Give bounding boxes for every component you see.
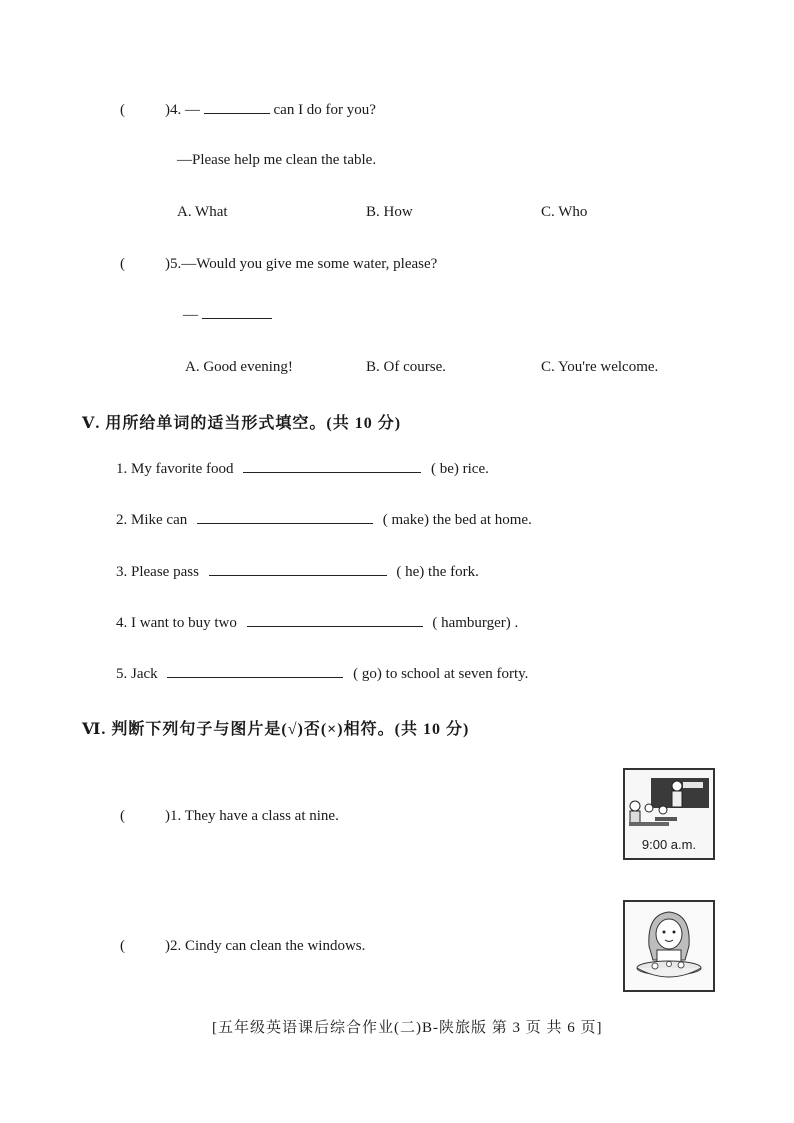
option-a: A. What xyxy=(177,204,228,220)
question-4 xyxy=(120,102,376,119)
item-text: 2. Mike can xyxy=(116,512,188,528)
judge-item-2 xyxy=(120,938,365,955)
picture-time-caption: 9:00 a.m. xyxy=(641,837,697,852)
option-b: B. Of course. xyxy=(366,359,446,375)
answer-blank[interactable] xyxy=(197,522,373,524)
option-c: C. Who xyxy=(541,204,588,220)
answer-blank[interactable] xyxy=(167,676,343,678)
section-6-title: Ⅵ. 判断下列句子与图片是(√)否(×)相符。(共 10 分) xyxy=(82,721,470,738)
answer-paren-open: ( xyxy=(120,102,125,118)
fill-item-5 xyxy=(116,666,528,683)
answer-blank[interactable] xyxy=(209,574,387,576)
question-prompt: can I do for you? xyxy=(273,102,376,118)
answer-paren-open: ( xyxy=(120,808,125,824)
section-5-title: Ⅴ. 用所给单词的适当形式填空。(共 10 分) xyxy=(82,415,402,432)
question-prompt: —Would you give me some water, please? xyxy=(181,256,438,272)
item-text: 4. I want to buy two xyxy=(116,615,237,631)
question-reply: —Please help me clean the table. xyxy=(177,152,377,168)
answer-blank[interactable] xyxy=(204,112,270,114)
item-hint: ( be) rice. xyxy=(430,461,489,477)
answer-paren-close: ) xyxy=(165,256,170,272)
fill-item-3 xyxy=(116,564,479,581)
item-hint: ( go) to school at seven forty. xyxy=(353,666,529,682)
prompt-dash: — xyxy=(185,102,200,118)
classroom-illustration xyxy=(625,770,713,834)
option-a: A. Good evening! xyxy=(185,359,293,375)
fill-item-4 xyxy=(116,615,518,632)
item-text: 2. Cindy can clean the windows. xyxy=(170,938,366,954)
item-text: 1. My favorite food xyxy=(116,461,234,477)
item-text: 5. Jack xyxy=(116,666,158,682)
option-c: C. You're welcome. xyxy=(541,359,659,375)
question-5 xyxy=(120,256,437,273)
item-text: 3. Please pass xyxy=(116,564,199,580)
answer-paren-close: ) xyxy=(165,808,170,824)
item-hint: ( hamburger) . xyxy=(432,615,519,631)
fill-item-1 xyxy=(116,461,489,478)
option-b: B. How xyxy=(366,204,413,220)
judge-item-1 xyxy=(120,808,339,825)
page-footer: [五年级英语课后综合作业(二)B-陕旅版 第 3 页 共 6 页] xyxy=(212,1020,603,1036)
answer-paren-open: ( xyxy=(120,938,125,954)
classroom-picture xyxy=(623,768,715,860)
answer-blank[interactable] xyxy=(247,625,423,627)
girl-illustration xyxy=(625,902,713,990)
item-text: 1. They have a class at nine. xyxy=(170,808,339,824)
reply-dash: — xyxy=(183,307,198,323)
question-number: 4. xyxy=(170,102,182,118)
answer-blank[interactable] xyxy=(243,471,421,473)
answer-paren-close: ) xyxy=(165,938,170,954)
item-hint: ( make) the bed at home. xyxy=(382,512,532,528)
item-hint: ( he) the fork. xyxy=(396,564,479,580)
answer-blank[interactable] xyxy=(202,317,272,319)
question-reply xyxy=(183,307,272,324)
question-number: 5. xyxy=(170,256,182,272)
girl-washing-picture xyxy=(623,900,715,992)
fill-item-2 xyxy=(116,512,532,529)
answer-paren-open: ( xyxy=(120,256,125,272)
answer-paren-close: ) xyxy=(165,102,170,118)
